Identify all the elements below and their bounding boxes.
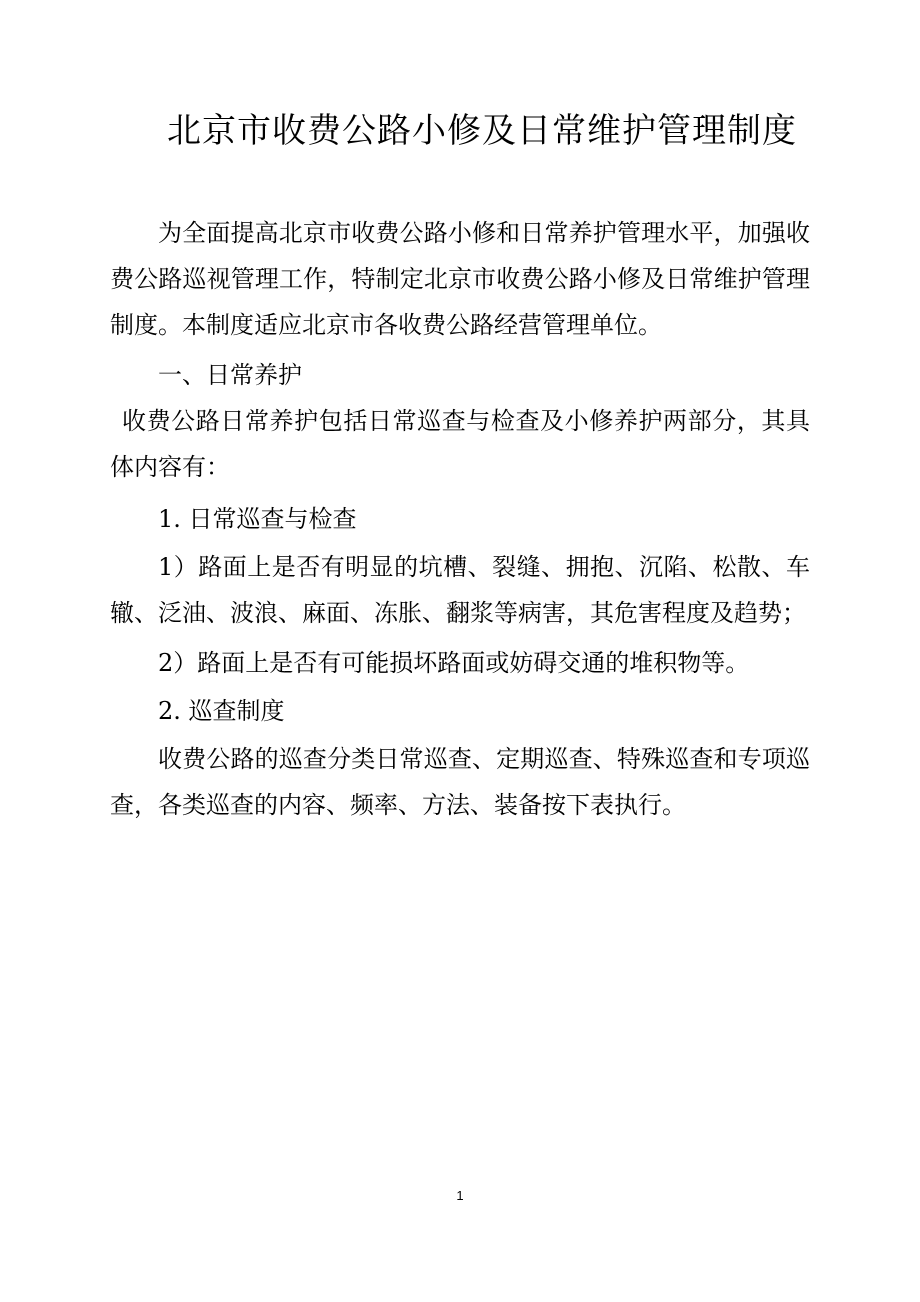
inspection-item-2: 2）路面上是否有可能损坏路面或妨碍交通的堆积物等。: [158, 649, 750, 677]
inspection-item-1: 1）路面上是否有明显的坑槽、裂缝、拥抱、沉陷、松散、车辙、泛油、波浪、麻面、冻胀、翻浆等病害，其危害程度及趋势；: [110, 553, 810, 627]
subheading-patrol-system: 2. 巡查制度: [158, 697, 285, 725]
intro-paragraph: 为全面提高北京市收费公路小修和日常养护管理水平，加强收费公路巡视管理工作，特制定北京市收费公路小修及日常维护管理制度。本制度适应北京市各收费公路经营管理单位。: [110, 219, 810, 339]
subheading-inspection: 1. 日常巡查与检查: [158, 505, 357, 533]
document-title: 北京市收费公路小修及日常维护管理制度: [167, 111, 797, 151]
daily-maintenance-paragraph: 收费公路日常养护包括日常巡查与检查及小修养护两部分，其具体内容有：: [110, 407, 810, 481]
section-heading-daily-maintenance: 一、日常养护: [158, 361, 302, 389]
page-number: 1: [456, 1188, 464, 1203]
patrol-system-paragraph: 收费公路的巡查分类日常巡查、定期巡查、特殊巡查和专项巡查，各类巡查的内容、频率、方法、装备按下表执行。: [110, 745, 810, 819]
